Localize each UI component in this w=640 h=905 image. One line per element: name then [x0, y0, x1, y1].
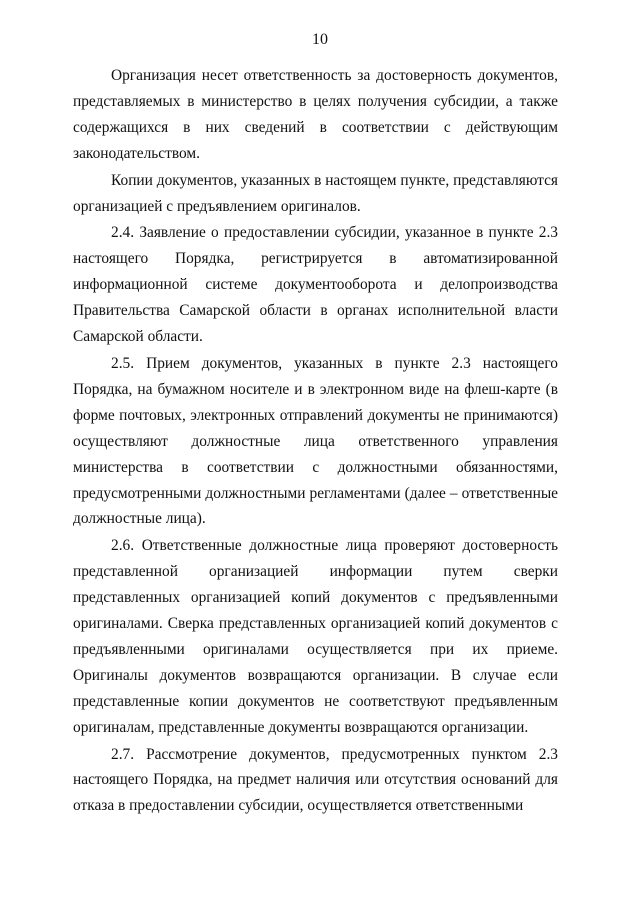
paragraph-2-4: 2.4. Заявление о предоставлении субсидии, указанное в пункте 2.3 настоящего Порядка, регистрируется в автоматизированной информационной системе документооборота и делопроизводства Правительства Самарской области в органах исполнительной власти Самарской области. [73, 224, 558, 346]
paragraph-copies: Копии документов, указанных в настоящем пункте, представляются организацией с предъявлением оригиналов. [73, 171, 558, 215]
page-number: 10 [312, 31, 328, 48]
paragraph-2-6: 2.6. Ответственные должностные лица проверяют достоверность представленной организацией информации путем сверки представленных организацией копий документов с предъявленными оригиналами. Сверка представленных организацией копий документов с предъявленными оригиналами осуществляется при их приеме. Оригиналы документов возвращаются организации. В случае если представленные копии документов не соответствуют предъявленным оригиналам, представленные документы возвращаются организации. [73, 537, 558, 736]
paragraph-2-5: 2.5. Прием документов, указанных в пункте 2.3 настоящего Порядка, на бумажном носителе и в электронном виде на флеш-карте (в форме почтовых, электронных отправлений документы не принимаются) осуществляют должностные лица ответственного управления министерства в соответствии с должностными обязанностями, предусмотренными должностными регламентами (далее – ответственные должностные лица). [73, 354, 558, 528]
paragraph-2-7: 2.7. Рассмотрение документов, предусмотренных пунктом 2.3 настоящего Порядка, на предмет наличия или отсутствия оснований для отказа в предоставлении субсидии, осуществляется ответственными [73, 745, 558, 815]
document-body [73, 63, 558, 820]
paragraph-responsibility: Организация несет ответственность за достоверность документов, представляемых в министерство в целях получения субсидии, а также содержащихся в них сведений в соответствии с действующим законодательством. [73, 67, 558, 162]
